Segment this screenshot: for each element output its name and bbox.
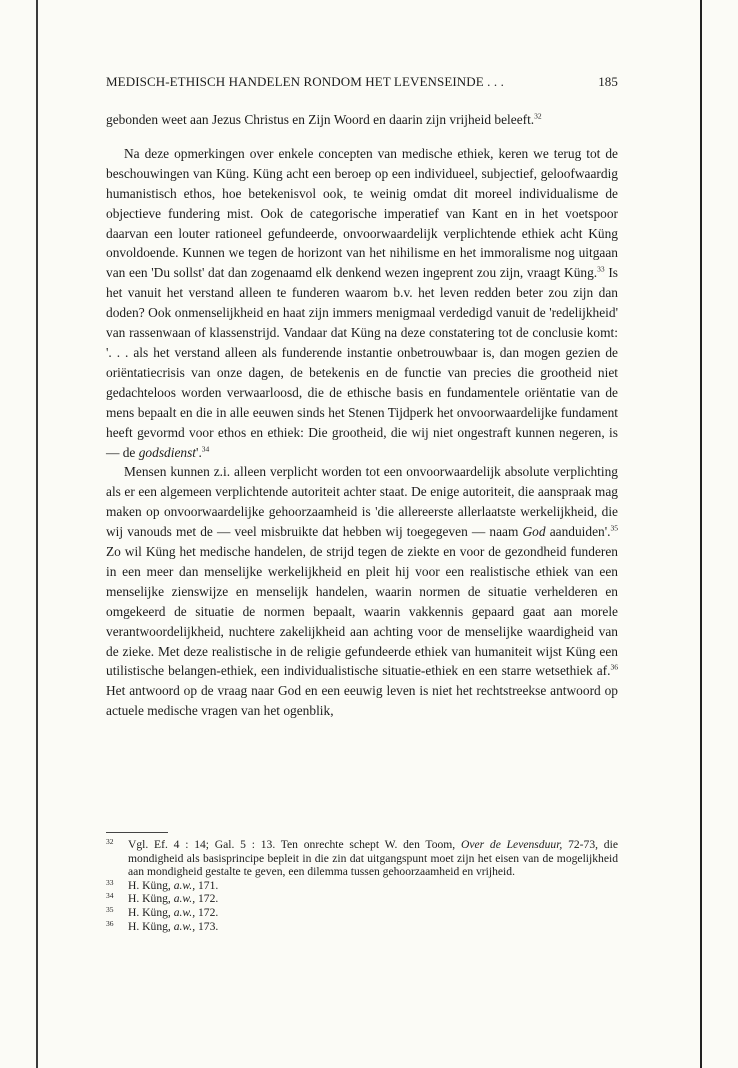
footnote-ref-35: 35 xyxy=(610,523,618,533)
footnote-rule xyxy=(106,832,168,833)
footnote-ref-33: 33 xyxy=(597,264,605,274)
footnote-ref-34: 34 xyxy=(201,444,210,454)
footnote: 36 H. Küng, a.w., 173. xyxy=(106,918,219,933)
paragraph-3: Mensen kunnen z.i. alleen verplicht worden tot een onvoorwaardelijk absolute verplichting als er een algemeen verplichtende autoriteit achter staat. De enige autoriteit, die aanspraak mag maken op onvoorwaardelijke gehoorzaamheid is 'die allereerste allerlaatste werkelijkheid, die wij vanouds met de — veel misbruikte dat hebben wij toegegeven — naam God aanduiden'.$^{35}$ Zo wil Küng het medische handelen, de strijd tegen de ziekte en voor de gezondheid funderen in een meer dan menselijke werkelijkheid en pleit hij voor een realistische ethiek van een menselijke zienswijze en menselijk handelen, waarin normen de situatie verhelderen en omgekeerd de situatie de normen bepaalt, waarin vakkennis gepaard gaat aan morele verantwoordelijkheid, nuchtere zakelijkheid aan achting voor de menselijke waardigheid van de zieke. Met deze realistische in de religie gefundeerde ethiek van humaniteit wijst Küng een utilistische belangen-ethiek, een individualistische situatie-ethiek en een starre wetsethiek af.$^{36}$ Het antwoord op de vraag naar God en een eeuwig leven is niet het rechtstreekse antwoord op actuele medische vragen van het ogenblik, xyxy=(106,464,618,719)
page-edge-left xyxy=(36,0,38,1068)
running-title: MEDISCH-ETHISCH HANDELEN RONDOM HET LEVENSEINDE . . . xyxy=(106,74,504,89)
paragraph-2: Na deze opmerkingen over enkele concepten van medische ethiek, keren we terug tot de beschouwingen van Küng. Küng acht een beroep op een individueel, subjectief, geloofwaardig humanistisch ethos, hoe betekenisvol ook, te weinig omdat dit moreel individualisme de objectieve fundering mist. Ook de categorische imperatief van Kant en in het voetspoor daarvan een louter rationeel gefundeerde, onvoorwaardelijk verplichtende ethiek acht Küng onvoldoende. Kunnen we tegen de horizont van het nihilisme en het immoralisme nog uitgaan van een 'Du sollst' dat dan zogenaamd elk denkend wezen ingeprent zou zijn, vraagt Küng.$^{33}$ Is het vanuit het verstand alleen te funderen waarom b.v. het leven redden beter zou zijn dan doden? Ook onmenselijkheid en haat zijn immers menigmaal verdedigd vanuit de 'redelijkheid' van rassenwaan of klassenstrijd. Vandaar dat Küng na deze constatering tot de conclusie komt: '. . . als het verstand alleen als funderende instantie onbetrouwbaar is, dan mogen gezien de oriëntatiecrisis van onze dagen, de betekenis en de functie van precies die grootheid niet gedachteloos worden verwaarloosd, die de ethische basis en fundamentele oriëntatie van de mens bepaalt en die in alle eeuwen sinds het Stenen Tijdperk het onvoorwaardelijke fundament heeft gevormd voor ethos en ethiek: Die grootheid, die wij niet ongestraft kunnen negeren, is — de godsdienst'.$^{34}$ xyxy=(106,145,618,460)
footnote: 35 H. Küng, a.w., 172. xyxy=(106,904,219,919)
page-edge-right xyxy=(700,0,702,1068)
paragraph-1: gebonden weet aan Jezus Christus en Zijn Woord en daarin zijn vrijheid beleeft.$^{32}$ xyxy=(106,111,542,127)
footnote: 34 H. Küng, a.w., 172. xyxy=(106,891,219,906)
footnote-ref-36: 36 xyxy=(610,663,618,672)
running-head xyxy=(106,74,618,90)
footnote-ref-32: 32 xyxy=(534,111,542,121)
footnote: 33 H. Küng, a.w., 171. xyxy=(106,877,219,892)
page-number: 185 xyxy=(598,74,618,89)
footnote: 32 Vgl. Ef. 4 : 14; Gal. 5 : 13. Ten onrechte schept W. den Toom, Over de Levensduur, 72-73, die mondigheid als basisprincipe bepleit in die zin dat uitgangspunt moet zijn het eisen van de mogelijkheid aan mondigheid gestalte te geven, een dilemma tussen gehoorzaamheid en vrijheid. xyxy=(106,837,618,879)
footnotes xyxy=(106,838,618,933)
body-text xyxy=(106,110,618,721)
